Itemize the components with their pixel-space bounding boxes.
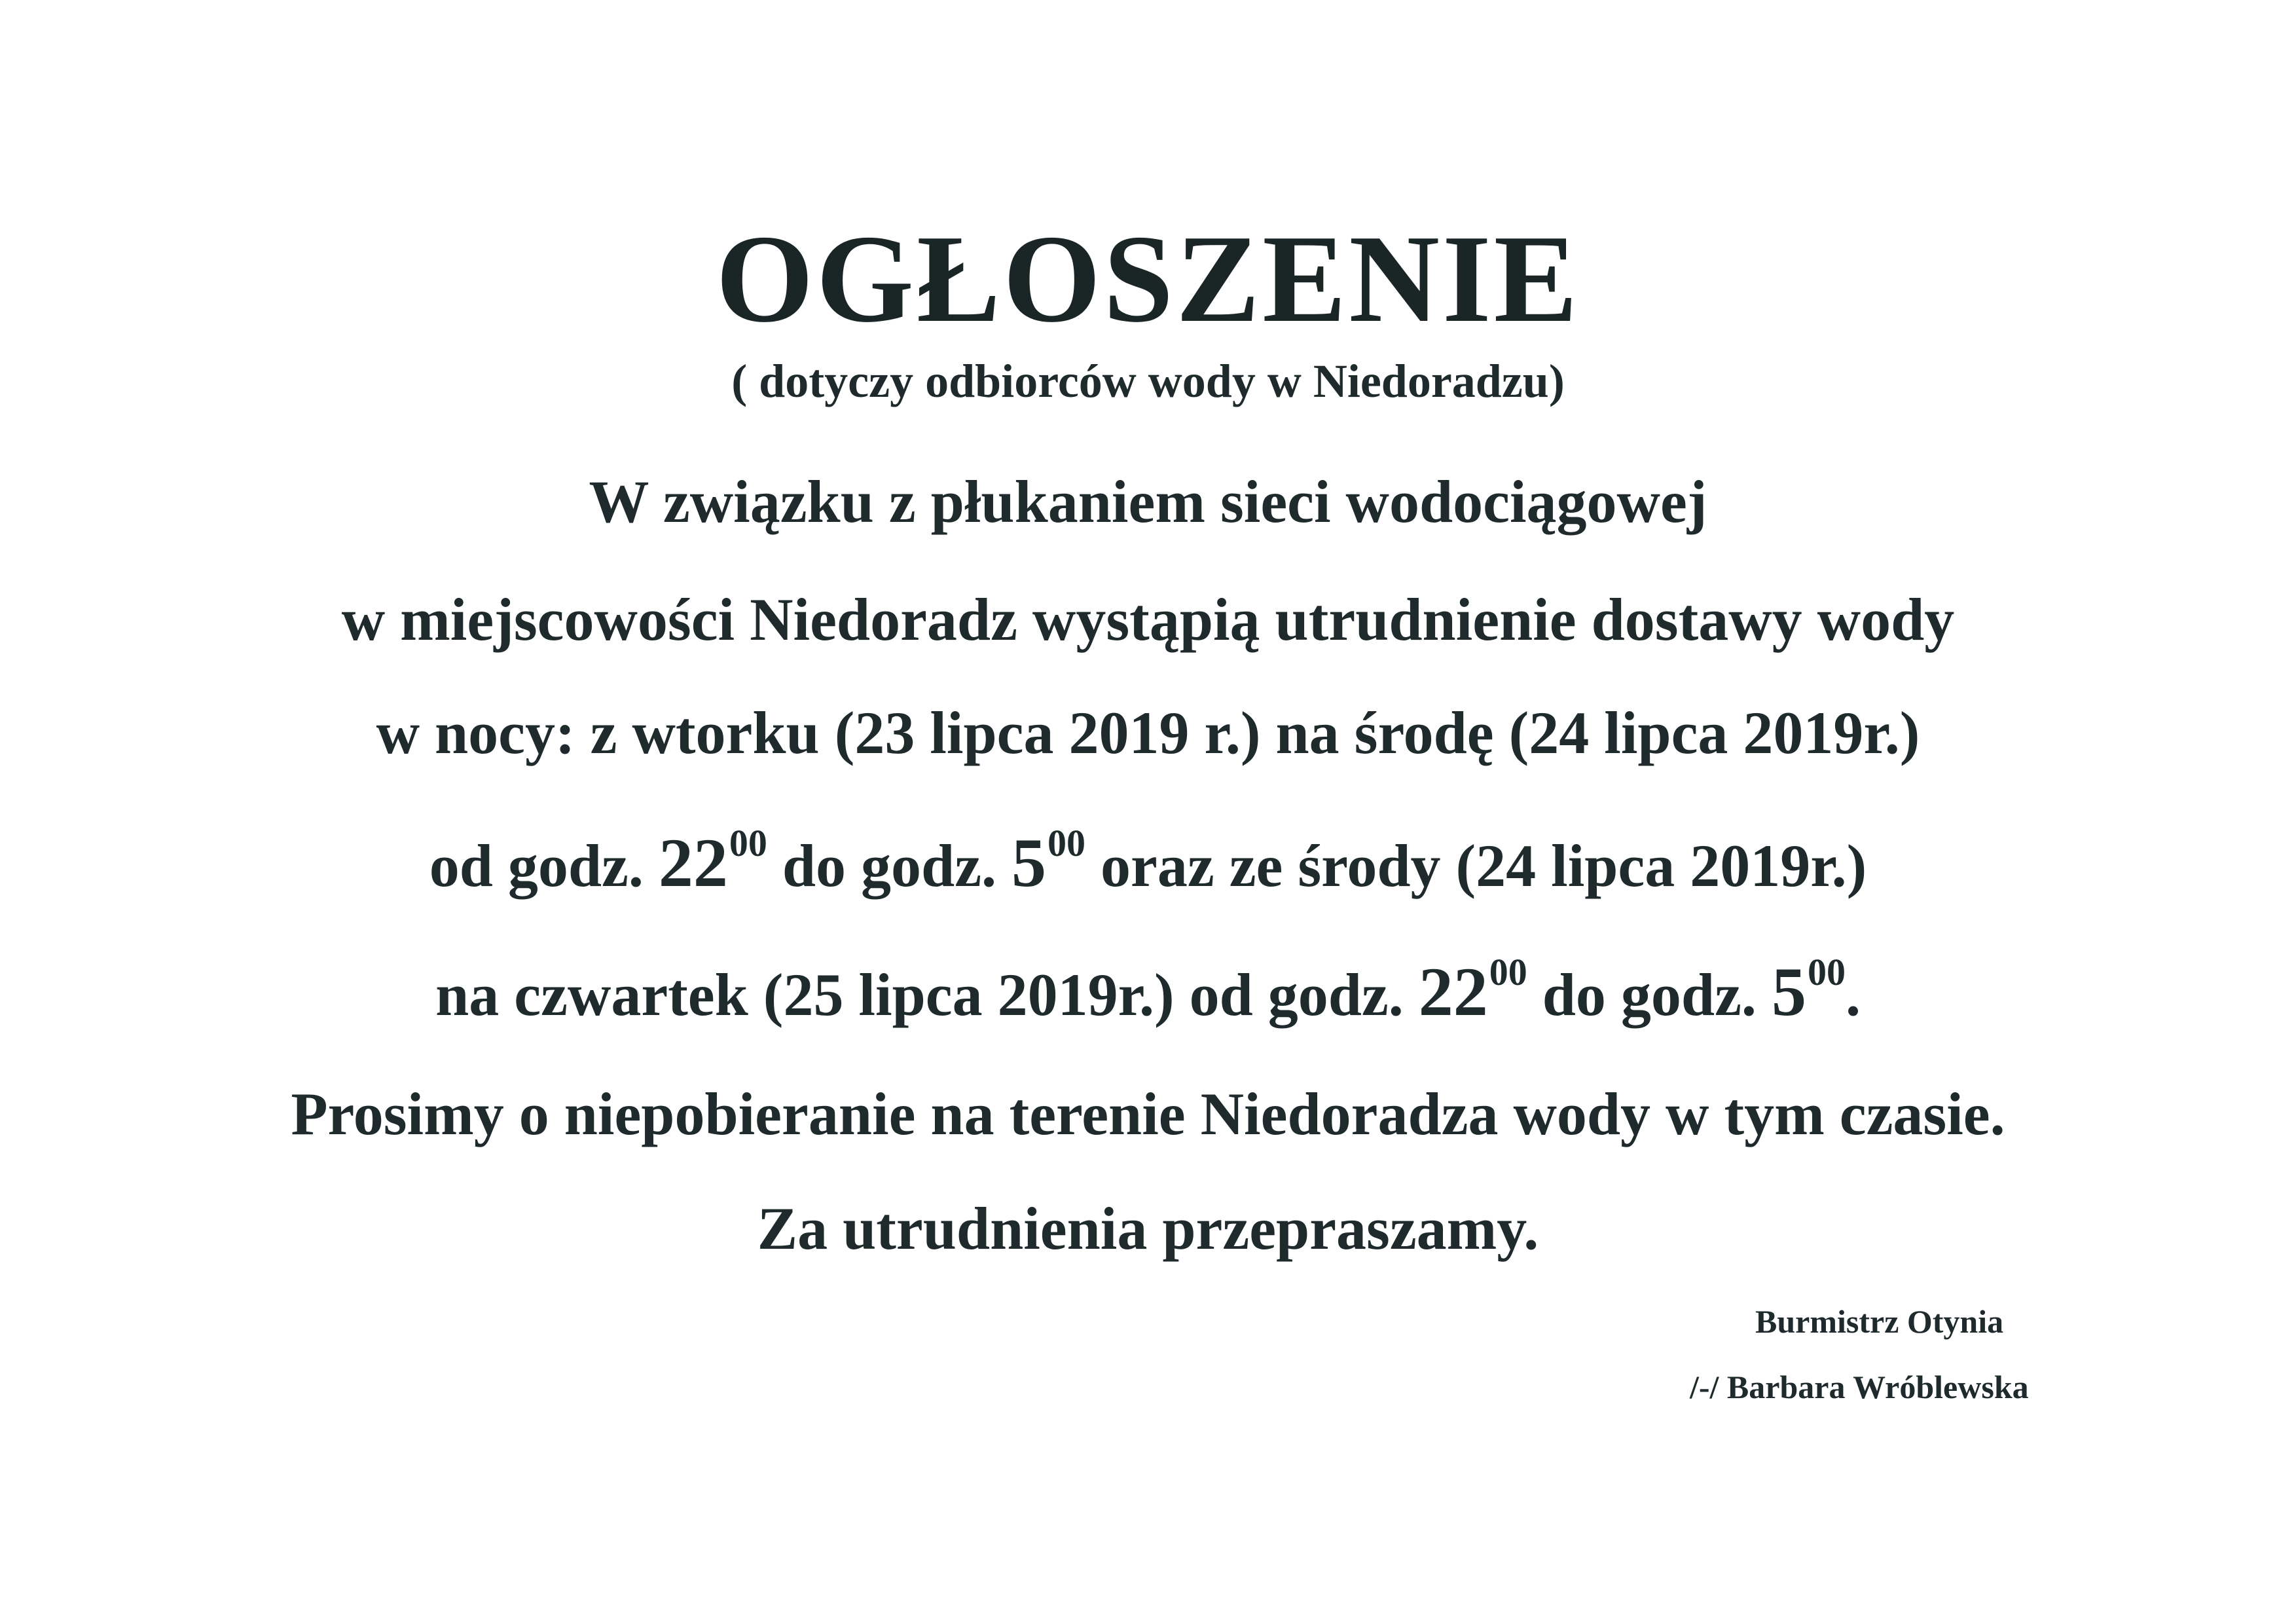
line-5-text-c: .	[1845, 961, 1861, 1028]
notice-line-5	[0, 951, 2296, 1030]
notice-line-3: w nocy: z wtorku (23 lipca 2019 r.) na środę (24 lipca 2019r.)	[376, 699, 1920, 766]
notice-line-4	[0, 822, 2296, 901]
notice-line-1: W związku z płukaniem sieci wodociągowej	[589, 468, 1707, 535]
line-5-time1-minutes: 00	[1489, 951, 1527, 993]
signature-name: /-/ Barbara Wróblewska	[1690, 1369, 2029, 1405]
notice-line-7: Za utrudnienia przepraszamy.	[757, 1195, 1539, 1262]
notice-line-2: w miejscowości Niedoradz wystąpią utrudnienie dostawy wody	[341, 586, 1955, 653]
notice-subtitle: ( dotyczy odbiorców wody w Niedoradzu)	[731, 355, 1565, 407]
notice-line-6: Prosimy o niepobieranie na terenie Niedoradza wody w tym czasie.	[291, 1080, 2005, 1147]
line-5-text-b: do godz.	[1527, 961, 1772, 1028]
line-4-text-b: do godz.	[767, 832, 1012, 899]
line-5-time2-minutes: 00	[1807, 951, 1846, 993]
line-4-time2-hour: 5	[1011, 824, 1047, 901]
line-4-time1-hour: 22	[658, 824, 728, 901]
line-4-time1-minutes: 00	[729, 822, 767, 864]
line-4-time2-minutes: 00	[1048, 822, 1086, 864]
line-4-text-a: od godz.	[429, 832, 659, 899]
line-4-text-c: oraz ze środy (24 lipca 2019r.)	[1085, 832, 1867, 899]
signature-role: Burmistrz Otynia	[1755, 1303, 2004, 1340]
notice-title: OGŁOSZENIE	[716, 209, 1580, 348]
line-5-time2-hour: 5	[1771, 953, 1806, 1030]
line-5-time1-hour: 22	[1418, 953, 1488, 1030]
line-5-text-a: na czwartek (25 lipca 2019r.) od godz.	[435, 961, 1419, 1028]
